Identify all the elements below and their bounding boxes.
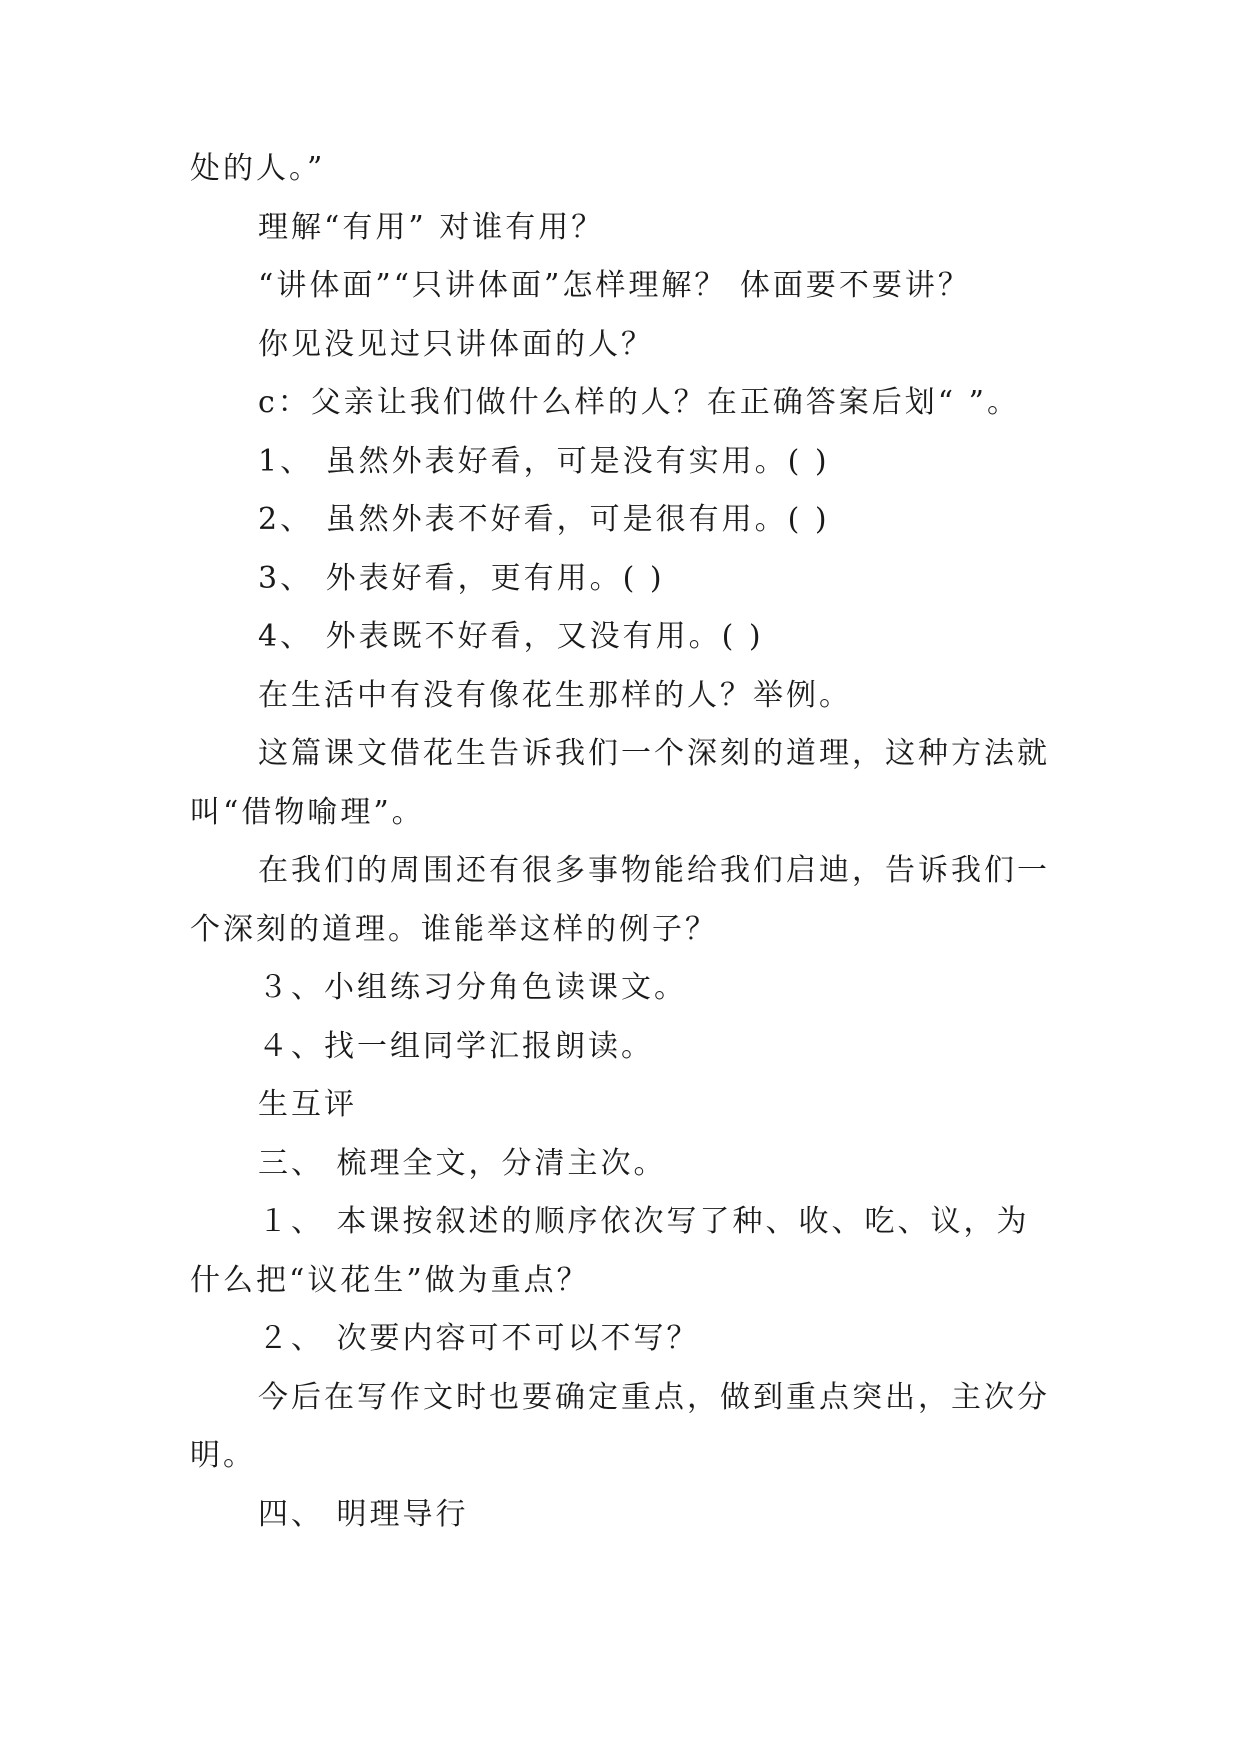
paragraph-4: 你见没见过只讲体面的人？ — [258, 326, 654, 362]
paragraph-12: 在我们的周围还有很多事物能给我们启迪，告诉我们一个深刻的道理。谁能举这样的例子？ — [190, 853, 1050, 947]
list-item-1: 1、 虽然外表好看，可是没有实用。( ) — [258, 443, 830, 479]
paragraph-17: １、 本课按叙述的顺序依次写了种、收、吃、议，为什么把“议花生”做为重点？ — [190, 1204, 1030, 1298]
paragraph-1: 处的人。” — [190, 151, 326, 186]
list-item-2: 2、 虽然外表不好看，可是很有用。( ) — [258, 502, 830, 537]
paragraph-15: 生互评 — [258, 1087, 357, 1122]
list-item-3: 3、 外表好看，更有用。( ) — [258, 560, 665, 596]
paragraph-19: 今后在写作文时也要确定重点，做到重点突出，主次分明。 — [190, 1379, 1050, 1473]
paragraph-18: ２、 次要内容可不可以不写？ — [258, 1321, 700, 1356]
paragraph-3: “讲体面”“只讲体面”怎样理解？ 体面要不要讲？ — [258, 268, 971, 303]
section-heading-4: 四、 明理导行 — [258, 1496, 469, 1532]
document-body — [190, 140, 1060, 1544]
paragraph-10: 在生活中有没有像花生那样的人？举例。 — [258, 677, 852, 713]
paragraph-11: 这篇课文借花生告诉我们一个深刻的道理，这种方法就叫“借物喻理”。 — [190, 736, 1050, 830]
paragraph-2: 理解“有用” 对谁有用？ — [258, 209, 605, 245]
paragraph-14: ４、找一组同学汇报朗读。 — [258, 1028, 654, 1064]
paragraph-13: ３、小组练习分角色读课文。 — [258, 970, 687, 1005]
list-item-4: 4、 外表既不好看，又没有用。( ) — [258, 619, 764, 654]
paragraph-5: c：父亲让我们做什么样的人？在正确答案后划“ ”。 — [258, 385, 1021, 420]
section-heading-3: 三、 梳理全文，分清主次。 — [258, 1145, 667, 1181]
